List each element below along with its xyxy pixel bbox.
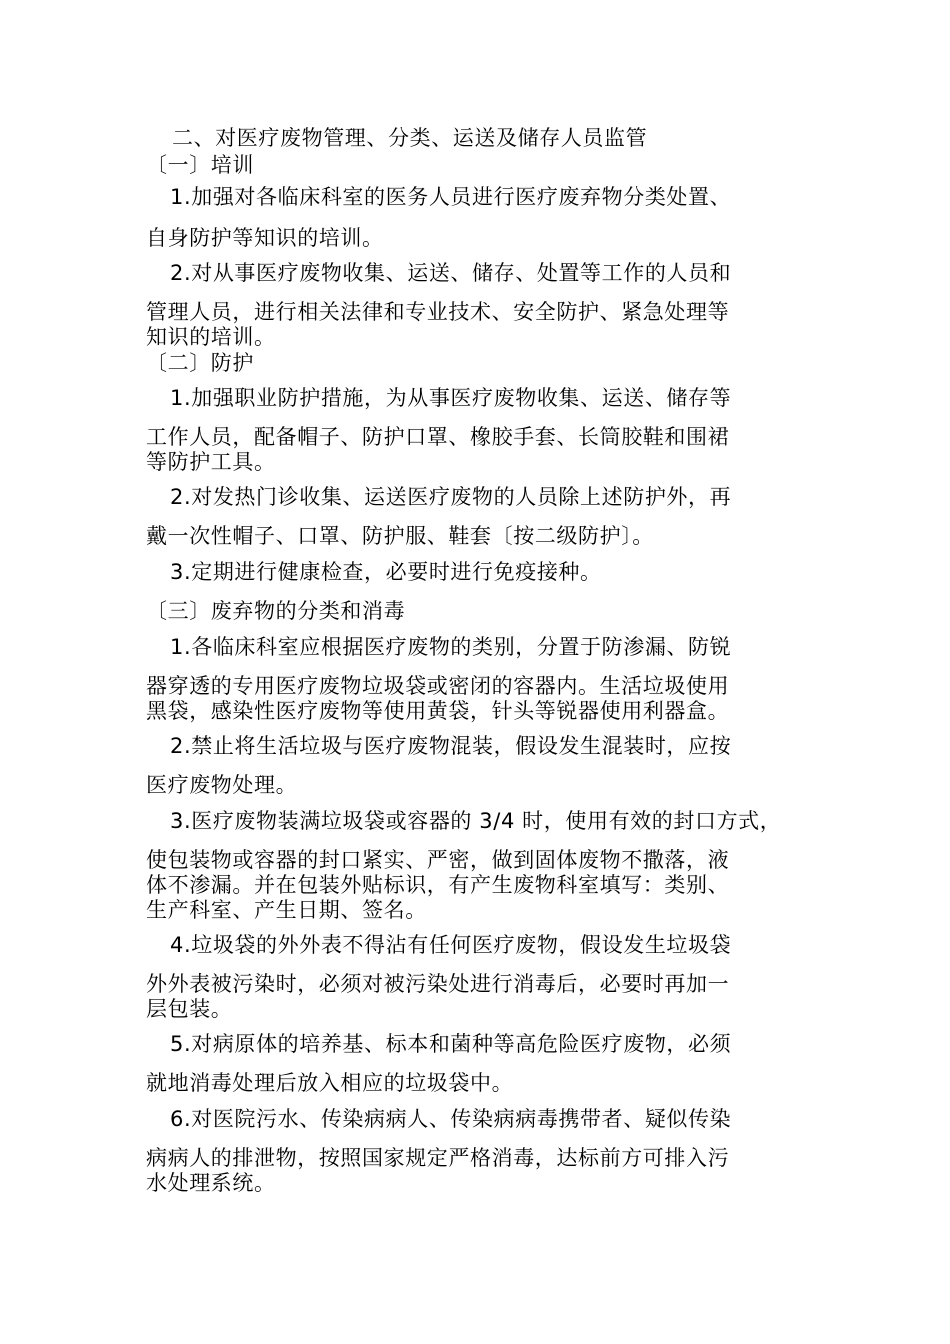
paragraph-line: 3.医疗废物装满垃圾袋或容器的 3/4 时，使用有效的封口方式， [170,809,782,833]
paragraph-line: 黑袋，感染性医疗废物等使用黄袋，针头等锐器使用利器盒。 [146,699,730,723]
paragraph-line: 就地消毒处理后放入相应的垃圾袋中。 [146,1071,514,1095]
paragraph-line: 5.对病原体的培养基、标本和菌种等高危险医疗废物，必须 [170,1032,732,1056]
paragraph-line: 1.各临床科室应根据医疗废物的类别，分置于防渗漏、防锐 [170,635,732,659]
paragraph-line: 自身防护等知识的培训。 [146,226,384,250]
paragraph-line: 2.对从事医疗废物收集、运送、储存、处置等工作的人员和 [170,261,732,285]
paragraph-line: 戴一次性帽子、口罩、防护服、鞋套〔按二级防护〕。 [146,524,654,548]
paragraph-line: 4.垃圾袋的外外表不得沾有任何医疗废物，假设发生垃圾袋 [170,933,732,957]
paragraph-line: 体不渗漏。并在包装外贴标识，有产生废物科室填写：类别、 [146,873,730,897]
paragraph-line: 2.禁止将生活垃圾与医疗废物混装，假设发生混装时，应按 [170,734,732,758]
paragraph-line: 医疗废物处理。 [146,773,298,797]
paragraph-line: 病病人的排泄物，按照国家规定严格消毒，达标前方可排入污 [146,1146,730,1170]
paragraph-line: 1.加强职业防护措施，为从事医疗废物收集、运送、储存等 [170,386,732,410]
paragraph-line: 知识的培训。 [146,325,276,349]
paragraph-line: 2.对发热门诊收集、运送医疗废物的人员除上述防护外，再 [170,485,732,509]
paragraph-line: 水处理系统。 [146,1171,276,1195]
paragraph-line: 6.对医院污水、传染病病人、传染病病毒携带者、疑似传染 [170,1107,732,1131]
section-heading: 二、对医疗废物管理、分类、运送及储存人员监管 [172,126,648,150]
paragraph-line: 3.定期进行健康检查，必要时进行免疫接种。 [170,560,602,584]
paragraph-line: 管理人员，进行相关法律和专业技术、安全防护、紧急处理等 [146,300,730,324]
paragraph-line: 1.加强对各临床科室的医务人员进行医疗废弃物分类处置、 [170,185,732,209]
subsection-title-classification: 〔三〕废弃物的分类和消毒 [146,599,406,623]
paragraph-line: 外外表被污染时，必须对被污染处进行消毒后，必要时再加一 [146,972,730,996]
paragraph-line: 器穿透的专用医疗废物垃圾袋或密闭的容器内。生活垃圾使用 [146,674,730,698]
subsection-title-training: 〔一〕培训 [146,153,254,177]
paragraph-line: 等防护工具。 [146,450,276,474]
paragraph-line: 工作人员，配备帽子、防护口罩、橡胶手套、长筒胶鞋和围裙 [146,425,730,449]
paragraph-line: 生产科室、产生日期、签名。 [146,898,427,922]
subsection-title-protection: 〔二〕防护 [146,351,254,375]
paragraph-line: 使包装物或容器的封口紧实、严密，做到固体废物不撒落，液 [146,848,730,872]
paragraph-line: 层包装。 [146,997,233,1021]
